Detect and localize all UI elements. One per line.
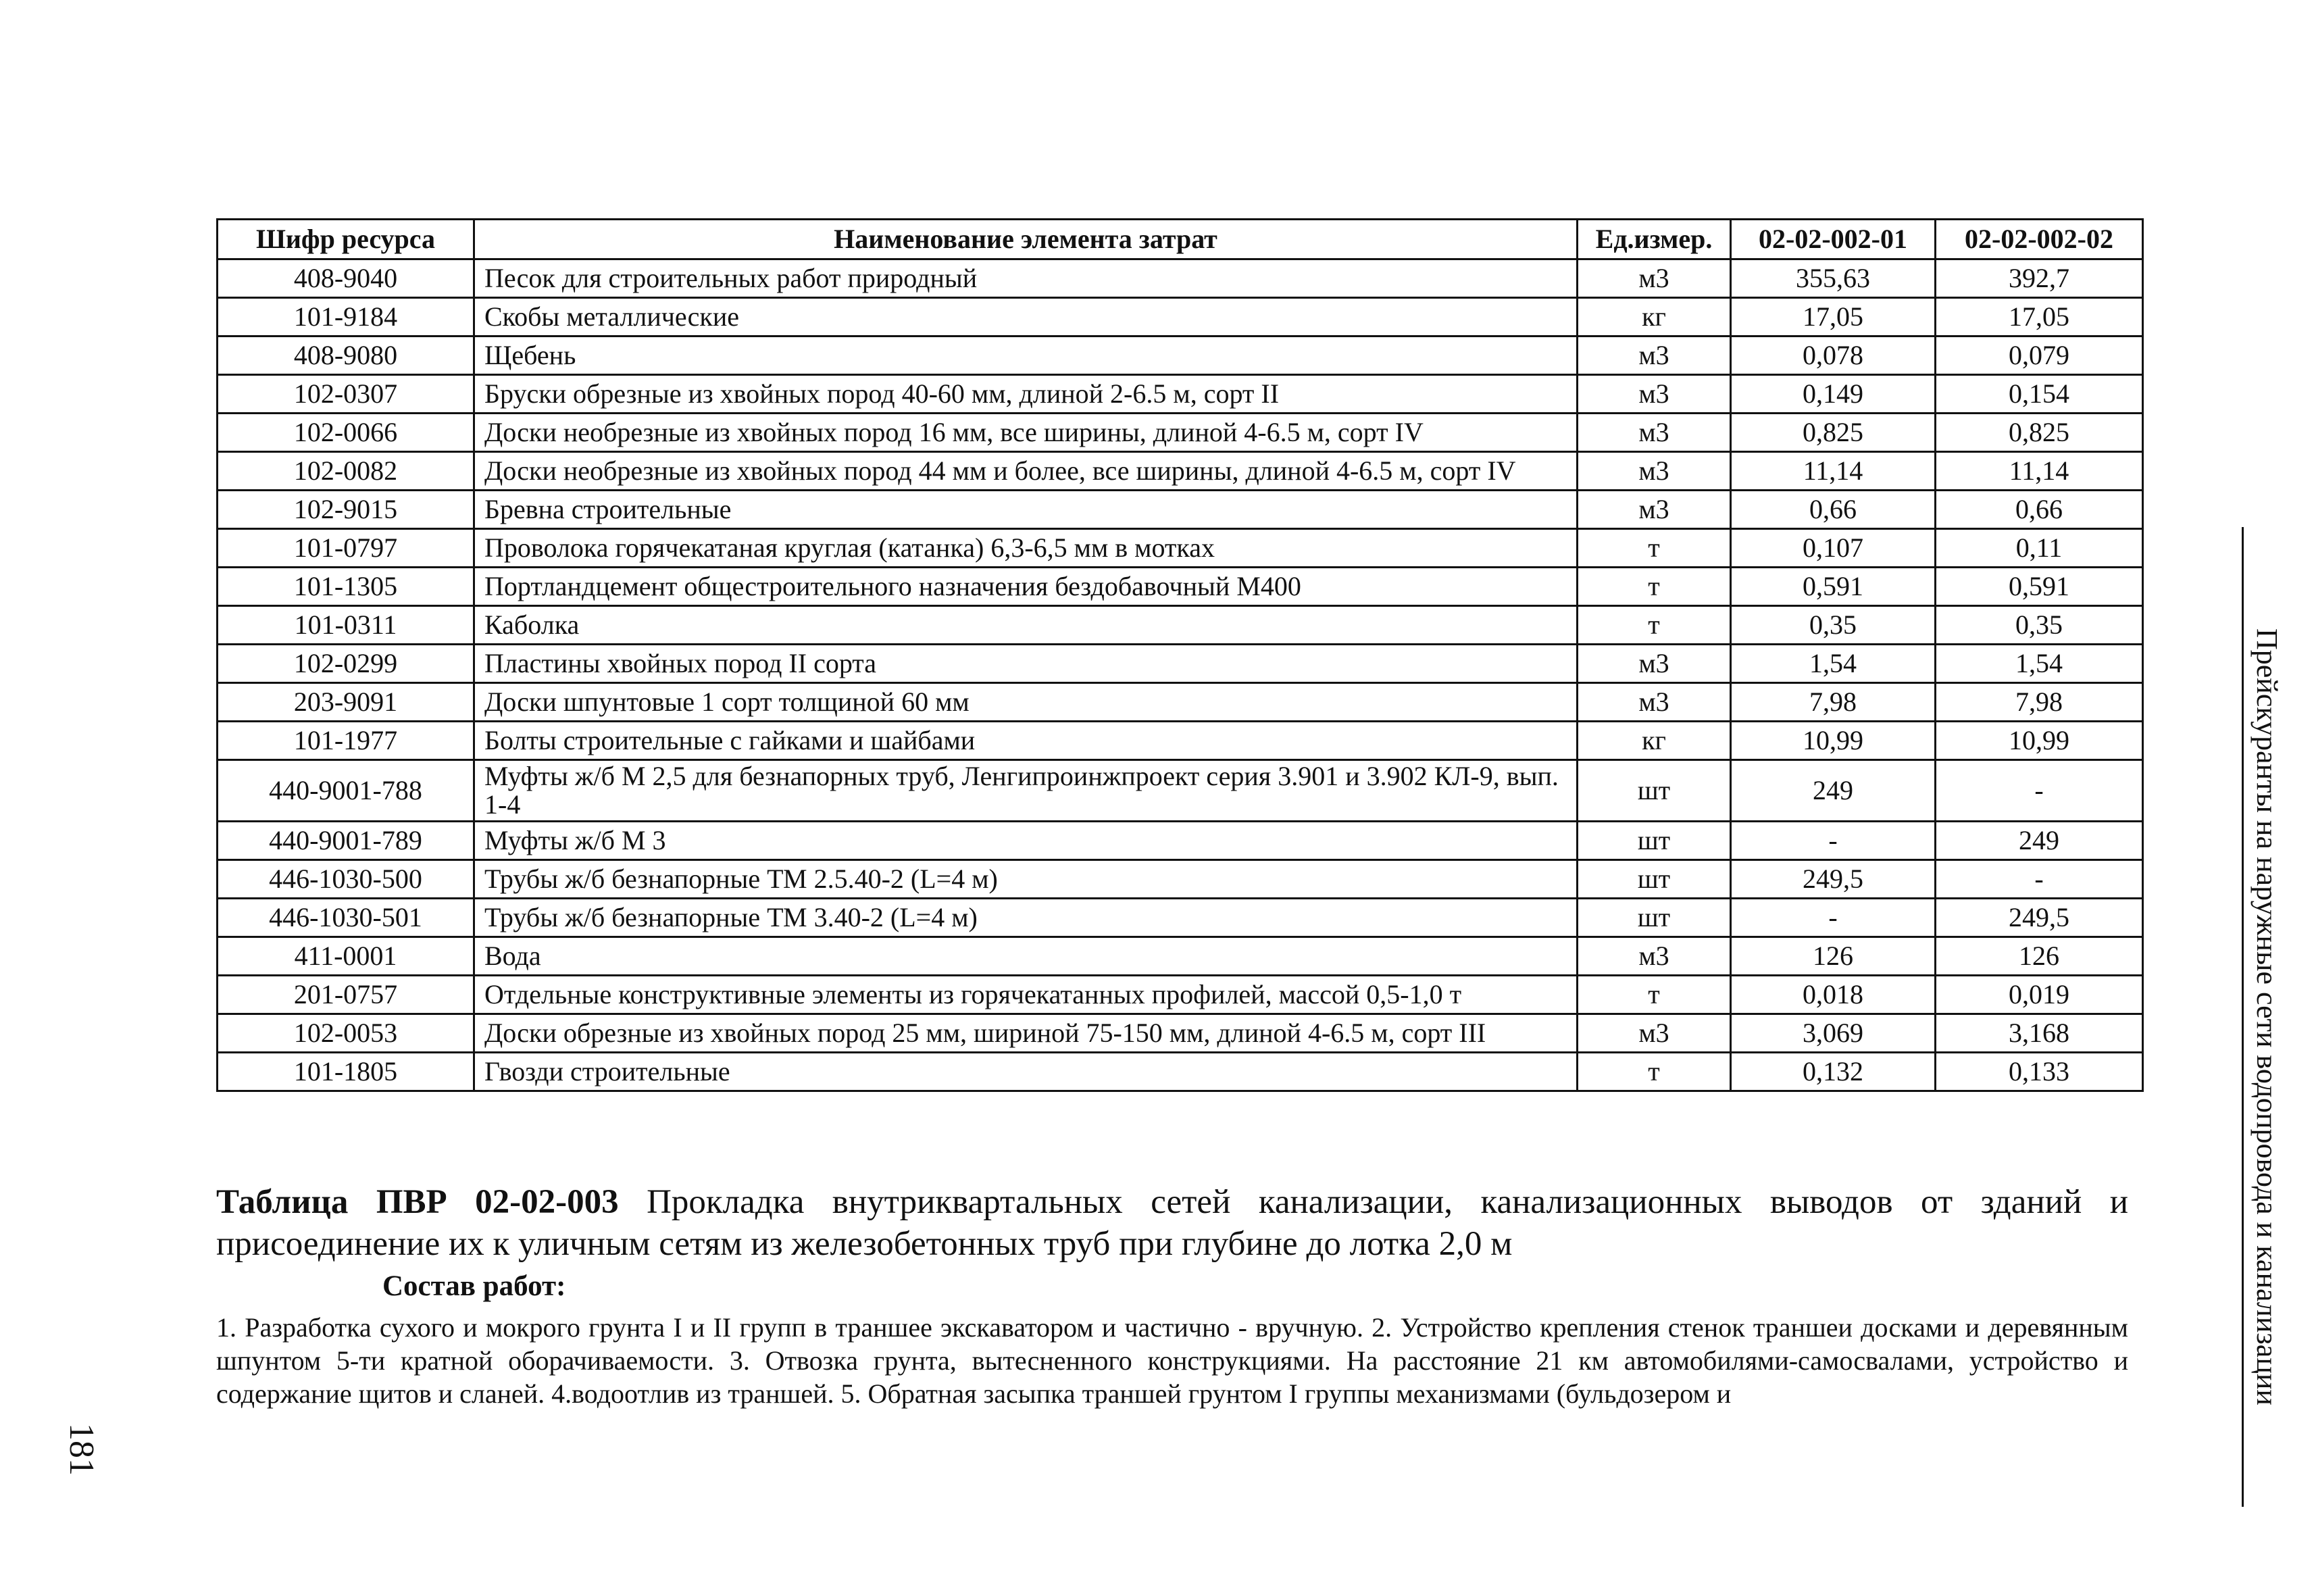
- cell-norm-02: 1,54: [1936, 645, 2143, 683]
- cell-norm-02: -: [1936, 860, 2143, 899]
- cell-norm-01: 17,05: [1731, 298, 1936, 336]
- cell-unit: т: [1578, 529, 1731, 568]
- table-row: [218, 937, 2143, 976]
- cell-norm-01: 0,107: [1731, 529, 1936, 568]
- table-row: [218, 568, 2143, 606]
- cell-cost-element-name: Каболка: [474, 606, 1578, 645]
- cell-norm-02: 0,825: [1936, 414, 2143, 452]
- cell-resource-code: 101-1805: [218, 1053, 474, 1091]
- cell-norm-02: 0,133: [1936, 1053, 2143, 1091]
- table-row: [218, 1014, 2143, 1053]
- cell-norm-02: 0,591: [1936, 568, 2143, 606]
- table-row: [218, 860, 2143, 899]
- cell-norm-01: 0,018: [1731, 976, 1936, 1014]
- cell-resource-code: 102-0082: [218, 452, 474, 491]
- cell-cost-element-name: Вода: [474, 937, 1578, 976]
- table-row: [218, 1053, 2143, 1091]
- cell-cost-element-name: Отдельные конструктивные элементы из горячекатанных профилей, массой 0,5-1,0 т: [474, 976, 1578, 1014]
- cell-cost-element-name: Доски необрезные из хвойных пород 44 мм и более, все ширины, длиной 4-6.5 м, сорт IV: [474, 452, 1578, 491]
- cell-unit: м3: [1578, 491, 1731, 529]
- cell-norm-01: 126: [1731, 937, 1936, 976]
- cell-norm-02: 126: [1936, 937, 2143, 976]
- cell-norm-01: 0,078: [1731, 336, 1936, 375]
- cell-norm-01: 10,99: [1731, 722, 1936, 760]
- cell-unit: т: [1578, 976, 1731, 1014]
- cell-cost-element-name: Скобы металлические: [474, 298, 1578, 336]
- cell-cost-element-name: Щебень: [474, 336, 1578, 375]
- cell-norm-02: 3,168: [1936, 1014, 2143, 1053]
- cell-unit: т: [1578, 606, 1731, 645]
- cell-norm-02: 249: [1936, 822, 2143, 860]
- cell-norm-02: 0,11: [1936, 529, 2143, 568]
- cell-resource-code: 201-0757: [218, 976, 474, 1014]
- cell-norm-01: -: [1731, 899, 1936, 937]
- table-row: [218, 722, 2143, 760]
- cell-resource-code: 408-9080: [218, 336, 474, 375]
- resource-table-container: [216, 218, 2142, 1092]
- cell-norm-01: 0,825: [1731, 414, 1936, 452]
- side-running-title: Прейскуранты на наружные сети водопровода и канализации: [2250, 628, 2284, 1405]
- cell-norm-02: 11,14: [1936, 452, 2143, 491]
- cell-norm-01: 249: [1731, 760, 1936, 822]
- section-pvr-02-02-003: [216, 1181, 2128, 1410]
- cell-unit: м3: [1578, 259, 1731, 298]
- cell-norm-02: 0,019: [1936, 976, 2143, 1014]
- cell-norm-01: 355,63: [1731, 259, 1936, 298]
- table-row: [218, 414, 2143, 452]
- cell-cost-element-name: Доски необрезные из хвойных пород 16 мм, все ширины, длиной 4-6.5 м, сорт IV: [474, 414, 1578, 452]
- table-body: [218, 259, 2143, 1091]
- cell-cost-element-name: Портландцемент общестроительного назначения бездобавочный М400: [474, 568, 1578, 606]
- table-row: [218, 645, 2143, 683]
- table-row: [218, 375, 2143, 414]
- section-heading: [216, 1181, 2128, 1265]
- cell-resource-code: 101-0797: [218, 529, 474, 568]
- cell-resource-code: 101-9184: [218, 298, 474, 336]
- cell-cost-element-name: Гвозди строительные: [474, 1053, 1578, 1091]
- cell-norm-01: 11,14: [1731, 452, 1936, 491]
- table-row: [218, 683, 2143, 722]
- cell-resource-code: 101-1977: [218, 722, 474, 760]
- cell-norm-01: 0,66: [1731, 491, 1936, 529]
- cell-unit: шт: [1578, 860, 1731, 899]
- cell-cost-element-name: Бруски обрезные из хвойных пород 40-60 мм, длиной 2-6.5 м, сорт II: [474, 375, 1578, 414]
- cell-unit: м3: [1578, 645, 1731, 683]
- cell-resource-code: 408-9040: [218, 259, 474, 298]
- cell-unit: шт: [1578, 822, 1731, 860]
- cell-norm-01: -: [1731, 822, 1936, 860]
- cell-unit: т: [1578, 568, 1731, 606]
- work-composition-text: 1. Разработка сухого и мокрого грунта I и II групп в траншее экскаватором и частично - вручную. 2. Устройство крепления стенок траншеи досками и деревянным шпунтом 5-ти кратной оборачиваемости. 3. Отвозка грунта, вытесненного конструкциями. На расстояние 21 км автомобилями-самосвалами, устройство и содержание щитов и сланей. 4.водоотлив из траншей. 5. Обратная засыпка траншей грунтом I группы механизмами (бульдозером и: [216, 1312, 2128, 1409]
- cell-cost-element-name: Муфты ж/б М 3: [474, 822, 1578, 860]
- cell-unit: м3: [1578, 452, 1731, 491]
- cell-unit: м3: [1578, 336, 1731, 375]
- cell-unit: кг: [1578, 722, 1731, 760]
- cell-cost-element-name: Пластины хвойных пород II сорта: [474, 645, 1578, 683]
- cell-cost-element-name: Доски шпунтовые 1 сорт толщиной 60 мм: [474, 683, 1578, 722]
- cell-norm-01: 7,98: [1731, 683, 1936, 722]
- table-row: [218, 606, 2143, 645]
- cell-norm-01: 3,069: [1731, 1014, 1936, 1053]
- cell-norm-02: 0,154: [1936, 375, 2143, 414]
- table-row: [218, 760, 2143, 822]
- cell-cost-element-name: Трубы ж/б безнапорные ТМ 2.5.40-2 (L=4 м): [474, 860, 1578, 899]
- cell-resource-code: 102-9015: [218, 491, 474, 529]
- cell-norm-02: 392,7: [1936, 259, 2143, 298]
- cell-unit: шт: [1578, 899, 1731, 937]
- cell-norm-01: 0,149: [1731, 375, 1936, 414]
- cell-resource-code: 102-0299: [218, 645, 474, 683]
- table-header-row: [218, 220, 2143, 259]
- cell-unit: м3: [1578, 375, 1731, 414]
- cell-norm-01: 0,591: [1731, 568, 1936, 606]
- cell-cost-element-name: Муфты ж/б М 2,5 для безнапорных труб, Ленгипроинжпроект серия 3.901 и 3.902 КЛ-9, вып. 1-4: [474, 760, 1578, 822]
- resource-table: [216, 218, 2144, 1092]
- cell-unit: м3: [1578, 1014, 1731, 1053]
- cell-norm-02: 0,35: [1936, 606, 2143, 645]
- cell-unit: м3: [1578, 937, 1731, 976]
- cell-unit: шт: [1578, 760, 1731, 822]
- cell-cost-element-name: Бревна строительные: [474, 491, 1578, 529]
- cell-resource-code: 203-9091: [218, 683, 474, 722]
- cell-resource-code: 440-9001-789: [218, 822, 474, 860]
- header-resource-code: Шифр ресурса: [218, 220, 474, 259]
- cell-resource-code: 101-1305: [218, 568, 474, 606]
- cell-cost-element-name: Болты строительные с гайками и шайбами: [474, 722, 1578, 760]
- cell-unit: кг: [1578, 298, 1731, 336]
- cell-norm-02: 10,99: [1936, 722, 2143, 760]
- table-row: [218, 452, 2143, 491]
- cell-norm-02: 249,5: [1936, 899, 2143, 937]
- table-row: [218, 259, 2143, 298]
- cell-unit: м3: [1578, 414, 1731, 452]
- table-row: [218, 822, 2143, 860]
- cell-cost-element-name: Трубы ж/б безнапорные ТМ 3.40-2 (L=4 м): [474, 899, 1578, 937]
- cell-resource-code: 440-9001-788: [218, 760, 474, 822]
- cell-unit: м3: [1578, 683, 1731, 722]
- cell-resource-code: 102-0066: [218, 414, 474, 452]
- cell-norm-02: 7,98: [1936, 683, 2143, 722]
- cell-norm-02: 17,05: [1936, 298, 2143, 336]
- section-heading-text: Прокладка внутриквартальных сетей канализации, канализационных выводов от зданий и присоединение их к уличным сетям из железобетонных труб при глубине до лотка 2,0 м: [216, 1183, 2129, 1263]
- table-row: [218, 976, 2143, 1014]
- cell-norm-02: -: [1936, 760, 2143, 822]
- table-row: [218, 529, 2143, 568]
- cell-norm-02: 0,079: [1936, 336, 2143, 375]
- cell-resource-code: 446-1030-501: [218, 899, 474, 937]
- cell-norm-01: 0,132: [1731, 1053, 1936, 1091]
- page-number: 181: [62, 1423, 101, 1476]
- cell-unit: т: [1578, 1053, 1731, 1091]
- header-cost-element-name: Наименование элемента затрат: [474, 220, 1578, 259]
- cell-norm-01: 0,35: [1731, 606, 1936, 645]
- cell-resource-code: 102-0307: [218, 375, 474, 414]
- table-row: [218, 298, 2143, 336]
- table-row: [218, 336, 2143, 375]
- cell-resource-code: 411-0001: [218, 937, 474, 976]
- cell-norm-01: 249,5: [1731, 860, 1936, 899]
- cell-resource-code: 446-1030-500: [218, 860, 474, 899]
- table-row: [218, 491, 2143, 529]
- cell-resource-code: 102-0053: [218, 1014, 474, 1053]
- header-norm-02-02-002-02: 02-02-002-02: [1936, 220, 2143, 259]
- cell-norm-02: 0,66: [1936, 491, 2143, 529]
- header-unit: Ед.измер.: [1578, 220, 1731, 259]
- cell-cost-element-name: Песок для строительных работ природный: [474, 259, 1578, 298]
- table-row: [218, 899, 2143, 937]
- header-norm-02-02-002-01: 02-02-002-01: [1731, 220, 1936, 259]
- cell-resource-code: 101-0311: [218, 606, 474, 645]
- cell-norm-01: 1,54: [1731, 645, 1936, 683]
- section-heading-label: Таблица ПВР 02-02-003: [216, 1183, 619, 1221]
- cell-cost-element-name: Доски обрезные из хвойных пород 25 мм, шириной 75-150 мм, длиной 4-6.5 м, сорт III: [474, 1014, 1578, 1053]
- work-composition-title: Состав работ:: [382, 1270, 566, 1302]
- cell-cost-element-name: Проволока горячекатаная круглая (катанка) 6,3-6,5 мм в мотках: [474, 529, 1578, 568]
